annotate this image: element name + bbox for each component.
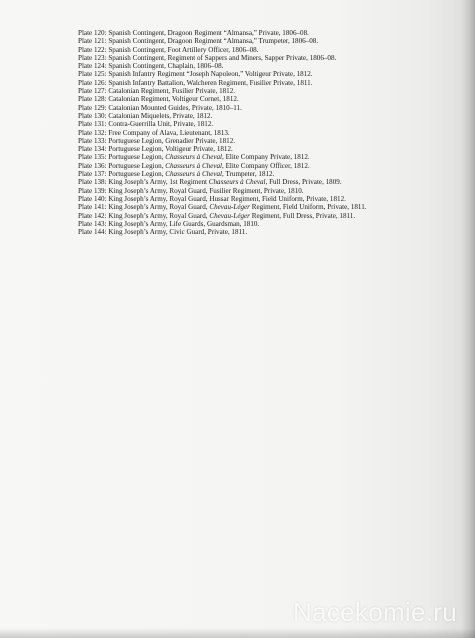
plate-item: Plate 126: Spanish Infantry Battalion, Walcheren Regiment, Fusilier Private, 1811. bbox=[78, 78, 313, 87]
plate-item: Plate 121: Spanish Contingent, Dragoon Regiment “Almansa,” Trumpeter, 1806–08. bbox=[78, 37, 319, 46]
plate-item: Plate 131: Contra-Guerrilla Unit, Private, 1812. bbox=[78, 120, 214, 129]
plate-item: Plate 135: Portuguese Legion, Chasseurs à Cheval, Elite Company Private, 1812. bbox=[78, 153, 310, 162]
plate-item: Plate 132: Free Company of Alava, Lieutenant, 1813. bbox=[78, 128, 230, 137]
plate-item: Plate 123: Spanish Contingent, Regiment of Sappers and Miners, Sapper Private, 1806–08. bbox=[78, 53, 337, 62]
watermark: Nacekomie.ru bbox=[293, 597, 457, 627]
plate-item: Plate 141: King Joseph’s Army, Royal Guard, Chevau-Léger Regiment, Field Uniform, Private, 1811. bbox=[78, 203, 367, 212]
plate-item: Plate 133: Portuguese Legion, Grenadier Private, 1812. bbox=[78, 136, 236, 145]
plate-item: Plate 136: Portuguese Legion, Chasseurs à Cheval, Elite Company Officer, 1812. bbox=[78, 161, 310, 170]
plate-item: Plate 137: Portuguese Legion, Chasseurs à Cheval, Trumpeter, 1812. bbox=[78, 170, 275, 179]
plate-item: Plate 125: Spanish Infantry Regiment “Joseph Napoleon,” Voltigeur Private, 1812. bbox=[78, 70, 313, 79]
plate-item: Plate 122: Spanish Contingent, Foot Artillery Officer, 1806–08. bbox=[78, 45, 259, 54]
plate-item: Plate 142: King Joseph’s Army, Royal Guard, Chevau-Léger Regiment, Full Dress, Private, 1811. bbox=[78, 211, 356, 220]
plate-item: Plate 140: King Joseph’s Army, Royal Guard, Hussar Regiment, Field Uniform, Private, 1812. bbox=[78, 194, 346, 203]
plate-item: Plate 127: Catalonian Regiment, Fusilier Private, 1812. bbox=[78, 87, 236, 96]
plate-item: Plate 124: Spanish Contingent, Chaplain, 1806–08. bbox=[78, 62, 224, 71]
page-edge-shadow bbox=[461, 0, 475, 638]
plate-item: Plate 139: King Joseph’s Army, Royal Guard, Fusilier Regiment, Private, 1810. bbox=[78, 186, 304, 195]
plate-item: Plate 120: Spanish Contingent, Dragoon Regiment “Almansa,” Private, 1806–08. bbox=[78, 29, 309, 37]
plate-item: Plate 138: King Joseph’s Army, 1st Regiment Chasseurs à Cheval, Full Dress, Private, 1809. bbox=[78, 178, 342, 187]
plate-item: Plate 130: Catalonian Miquelets, Private, 1812. bbox=[78, 111, 213, 120]
plate-list bbox=[78, 29, 458, 236]
plate-item: Plate 143: King Joseph’s Army, Life Guards, Guardsman, 1810. bbox=[78, 219, 260, 228]
plate-item: Plate 144: King Joseph’s Army, Civic Guard, Private, 1811. bbox=[78, 228, 248, 237]
plate-item: Plate 128: Catalonian Regiment, Voltigeur Cornet, 1812. bbox=[78, 95, 239, 104]
page-bottom-shadow bbox=[0, 628, 475, 638]
plate-item: Plate 134: Portuguese Legion, Voltigeur Private, 1812. bbox=[78, 145, 233, 154]
plate-item: Plate 129: Catalonian Mounted Guides, Private, 1810–11. bbox=[78, 103, 242, 112]
